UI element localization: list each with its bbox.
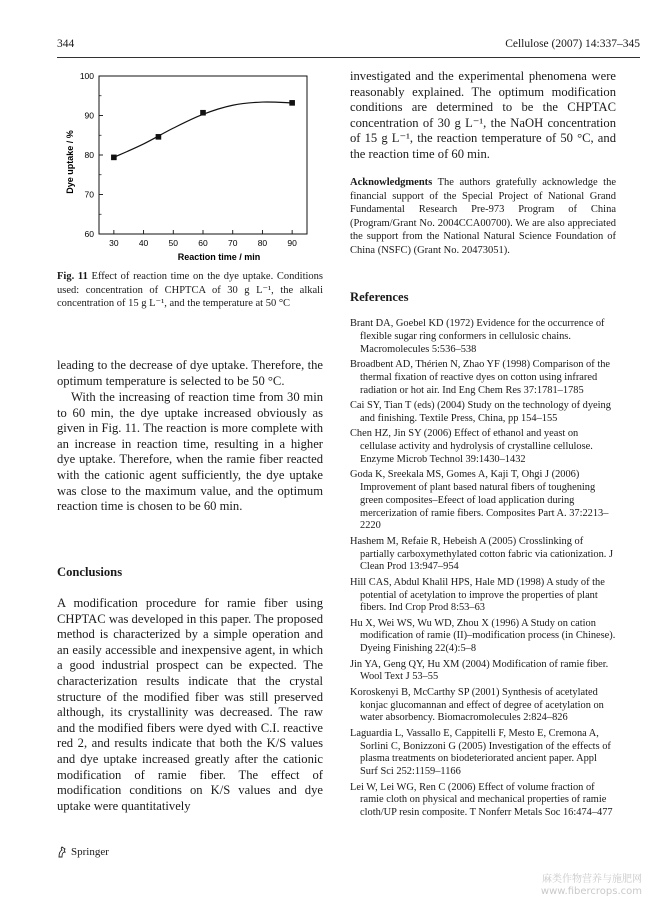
reference-item: Cai SY, Tian T (eds) (2004) Study on the technology of dyeing and finishing. Textile Press, China, pp 154–155 [350,399,611,424]
conclusions-text: A modification procedure for ramie fiber using CHPTAC was developed in this paper. The proposed method is characterized by a simple operation and an easily accessible and inexpensive agent, in which a good industrial prospect can be expected. The characterization results indicate that the crystal structure of the modified fiber was still preserved although, its crystallinity was decreased. The raw and the modified fibers were dyed with C.I. reactive red 2, and results indicate that both the K/S values and dye uptake increased greatly after the cationic modification of ramie fiber. The effect of modification conditions on K/S values and dye uptake were quantitatively [57,596,323,813]
x-tick-label: 80 [257,238,268,248]
reference-item: Goda K, Sreekala MS, Gomes A, Kaji T, Ohgi J (2006) Improvement of plant based natural fibers of toughening green composites–Efeect of load application during mercerization of ramie fibers. Composites Part A. 37:2213–2220 [350,469,609,532]
y-tick-label: 100 [79,71,94,81]
reference-item: Brant DA, Goebel KD (1972) Evidence for the occurrence of flexible sugar ring conformers in cellulosic chains. Macromolecules 5:536–538 [350,318,605,355]
watermark [541,874,642,898]
reference-item: Koroskenyi B, McCarthy SP (2001) Synthesis of acetylated konjac glucomannan and effect of degree of acetylation on water absorbency. Biomacromolecules 2:824–826 [350,686,604,724]
y-tick-label: 80 [84,150,94,160]
reference-item: Hashem M, Refaie R, Hebeish A (2005) Crosslinking of partially carboxymethylated cotton fabric via cationization. J Clean Prod 13:947–954 [350,535,614,573]
reference-list [350,318,616,823]
reference-item: Chen HZ, Jin SY (2006) Effect of ethanol and yeast on cellulase activity and hydrolysis of crystalline cellulose. Enzyme Microb Technol 39:1430–1432 [350,428,593,465]
page-number: 344 [57,38,75,50]
paragraph-optimum-conditions: investigated and the experimental phenomena were reasonably explained. The optimum modification conditions are determined to be the CHPTAC concentration of 30 g L⁻¹, the NaOH concentration of 15 g L⁻¹, the reaction temperature of 50 °C, and the reaction time of 60 min. [350,69,616,161]
x-tick-label: 70 [227,238,238,248]
y-tick-label: 90 [84,110,94,121]
watermark-line1: 麻类作物营养与施肥网 [542,874,642,885]
reference-item: Laguardia L, Vassallo E, Cappitelli F, Mesto E, Cremona A, Sorlini C, Bonizzoni G (2005) Investigation of the effects of plasma treatments on biodeteriorated ancient paper. Appl Surf Sci 252:1159–1166 [350,727,611,778]
data-point-square [289,100,295,106]
figure-caption-label: Fig. 11 [57,271,88,282]
reference-item: Broadbent AD, Thérien N, Zhao YF (1998) Comparison of the thermal fixation of reactive dyes on cotton using infrared radiation or hot air. Ind Eng Chem Res 37:1781–1785 [350,358,611,396]
reference-item: Hu X, Wei WS, Wu WD, Zhou X (1996) A Study on cation modification of ramie (II)–modification process (in Chinese). Dyeing Finishing 22(4):5–8 [350,617,616,655]
plot-frame [99,76,307,234]
data-point-square [156,134,162,140]
conclusions-heading: Conclusions [57,565,123,579]
y-tick-label: 60 [84,229,94,239]
acknowledgments [350,176,616,257]
dye-uptake-chart [57,62,317,272]
reference-item: Jin YA, Geng QY, Hu XM (2004) Modification of ramie fiber. Wool Text J 53–55 [350,658,609,683]
figure-caption-text: Effect of reaction time on the dye uptake. Conditions used: concentration of CHPTCA of 30 g L⁻¹, the alkali concentration of 15 g L⁻¹, and the temperature at 50 °C [57,271,323,310]
reference-item: Lei W, Lei WG, Ren C (2006) Effect of volume fraction of ramie cloth on physical and mechanical properties of ramie cloth/UP resin composite. T Nonferr Metals Soc 16:474–477 [350,781,613,819]
journal-citation: Cellulose (2007) 14:337–345 [505,38,640,50]
data-point-square [111,155,117,161]
acknowledgments-label: Acknowledgments [350,177,433,188]
chart-ylabel: Dye uptake / % [65,130,75,194]
chart-xlabel: Reaction time / min [177,252,261,262]
references-heading: References [350,290,409,304]
x-tick-label: 90 [287,238,297,248]
springer-horse-icon [57,846,67,858]
reference-item: Hill CAS, Abdul Khalil HPS, Hale MD (1998) A study of the potential of acetylation to improve the properties of plant fibers. Ind Crop Prod 8:53–63 [350,576,605,614]
footer [57,846,109,858]
x-tick-label: 30 [109,238,119,248]
figure-caption [57,270,323,311]
x-tick-label: 50 [168,238,179,248]
watermark-line2: www.fibercrops.com [540,886,642,897]
header-rule [57,57,640,58]
y-tick-label: 70 [84,189,94,200]
data-point-square [200,110,206,116]
x-tick-label: 40 [138,238,149,248]
paragraph-reaction-time: With the increasing of reaction time from 30 min to 60 min, the dye uptake increased obviously as given in Fig. 11. The reaction is more complete with an increase in reaction time, resulting in a higher dye uptake. Therefore, when the ramie fiber reacted with the cationic agent sufficiently, the dye uptake was close to the maximum value, and the optimum reaction time is chosen to be 60 min. [57,390,323,514]
x-tick-label: 60 [198,238,208,248]
publisher-name: Springer [71,846,109,858]
paragraph-temperature: leading to the decrease of dye uptake. Therefore, the optimum temperature is selected to be 50 °C. [57,358,323,388]
acknowledgments-text: The authors gratefully acknowledge the financial support of the Special Project of National Grand Fundamental Research Pre-973 Program of China (Program/Grant No. 2004CCA00700). We are also appreciated the support from the National Natural Science Foundation of China (NSFC) (Grant No. 20473051). [350,177,616,256]
